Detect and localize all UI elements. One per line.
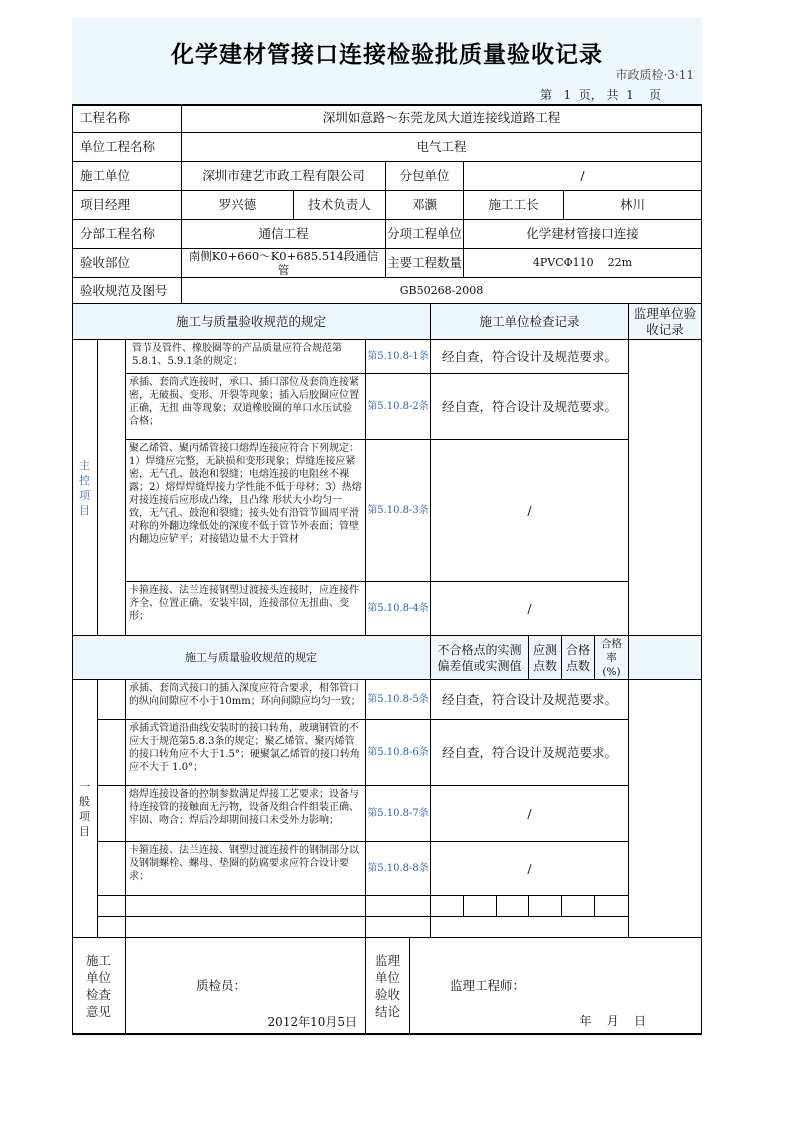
empty-text-2 bbox=[126, 917, 366, 938]
general-item-1-text: 承插、套筒式接口的插入深度应符合要求，相邻管口的纵向间隙应不小于10mm；环向间隙应均匀一致； bbox=[126, 680, 366, 720]
unit-project-value: 电气工程 bbox=[182, 133, 702, 162]
main-item-1-text: 管节及管件、橡胶圈等的产品质量应符合规范第5.8.1、5.9.1条的规定； bbox=[126, 340, 366, 374]
main-spec-header: 施工与质量验收规范的规定 bbox=[72, 304, 431, 340]
subcontractor-label: 分包单位 bbox=[386, 162, 464, 191]
quantity-label: 主要工程数量 bbox=[386, 249, 464, 278]
main-supervisor-record bbox=[629, 340, 702, 636]
location-value: 南侧K0+660～K0+685.514段通信管 bbox=[182, 249, 386, 278]
empty-index-1 bbox=[98, 896, 126, 917]
unit-project-label: 单位工程名称 bbox=[72, 133, 182, 162]
inspector-label: 质检员： bbox=[126, 938, 366, 1034]
empty-cell-f bbox=[595, 896, 629, 917]
general-spec-header: 施工与质量验收规范的规定 bbox=[72, 636, 431, 680]
project-name-value: 深圳如意路～东莞龙凤大道连接线道路工程 bbox=[182, 104, 702, 133]
main-item-2-result: 经自查，符合设计及规范要求。 bbox=[431, 374, 629, 440]
tech-label: 技术负责人 bbox=[294, 191, 386, 220]
general-item-3-ref: 第5.10.8-7条 bbox=[366, 786, 431, 842]
general-item-4-result: / bbox=[431, 842, 629, 896]
page-info: 第 1 页， 共 1 页 bbox=[540, 88, 662, 102]
general-supervisor-record bbox=[629, 680, 702, 938]
quantity-value: 4PVCΦ110 22m bbox=[464, 249, 702, 278]
main-check-header: 施工单位检查记录 bbox=[431, 304, 629, 340]
subcontractor-value: / bbox=[464, 162, 702, 191]
main-index-column bbox=[98, 340, 126, 636]
empty-cell-b bbox=[464, 896, 497, 917]
contractor-opinion-label: 施工单位检查意见 bbox=[72, 938, 126, 1034]
contractor-value: 深圳市建艺市政工程有限公司 bbox=[182, 162, 386, 191]
foreman-value: 林川 bbox=[564, 191, 702, 220]
main-group-label: 主控项目 bbox=[72, 340, 98, 636]
main-item-2-ref: 第5.10.8-2条 bbox=[366, 374, 431, 440]
empty-ref-2 bbox=[366, 917, 431, 938]
division-label: 分部工程名称 bbox=[72, 220, 182, 249]
empty-cell-c bbox=[497, 896, 529, 917]
supervisor-date: 年 月 日 bbox=[410, 938, 702, 1034]
general-item-3-text: 熔焊连接设备的控制参数满足焊接工艺要求；设备与待连接管的接触面无污物，设备及组合件组装正确、牢固、吻合；焊后冷却期间接口未受外力影响； bbox=[126, 786, 366, 842]
empty-cell-a bbox=[431, 896, 464, 917]
general-item-3-result: / bbox=[431, 786, 629, 842]
standard-value: GB50268-2008 bbox=[182, 278, 702, 304]
general-item-2-result: 经自查，符合设计及规范要求。 bbox=[431, 720, 629, 786]
tech-value: 邓灏 bbox=[386, 191, 464, 220]
foreman-label: 施工工长 bbox=[464, 191, 564, 220]
empty-index-2 bbox=[98, 917, 126, 938]
location-label: 验收部位 bbox=[72, 249, 182, 278]
general-index-2 bbox=[98, 720, 126, 786]
standard-label: 验收规范及图号 bbox=[72, 278, 182, 304]
main-item-1-result: 经自查，符合设计及规范要求。 bbox=[431, 340, 629, 374]
main-item-4-result: / bbox=[431, 582, 629, 636]
general-index-4 bbox=[98, 842, 126, 896]
general-item-1-result: 经自查，符合设计及规范要求。 bbox=[431, 680, 629, 720]
empty-text-1 bbox=[126, 896, 366, 917]
subitem-label: 分项工程单位 bbox=[386, 220, 464, 249]
main-item-3-result: / bbox=[431, 440, 629, 582]
main-item-4-text: 卡箍连接、法兰连接钢塑过渡接头连接时，应连接件齐全、位置正确、安装牢固，连接部位无扭曲、变形； bbox=[126, 582, 366, 636]
record-table bbox=[72, 104, 702, 1034]
project-name-label: 工程名称 bbox=[72, 104, 182, 133]
main-item-4-ref: 第5.10.8-4条 bbox=[366, 582, 431, 636]
main-item-2-text: 承插、套筒式连接时，承口、插口部位及套筒连接紧密，无破损、变形、开裂等现象；插入后胶圈应位置正确，无扭 曲等现象；双道橡胶圈的单口水压试验合格； bbox=[126, 374, 366, 440]
contractor-date: 2012年10月5日 bbox=[126, 938, 366, 1034]
general-item-2-text: 承插式管道沿曲线安装时的接口转角，玻璃钢管的不应大于规范第5.8.3条的规定；聚乙烯管、聚丙烯管的接口转角应不大于1.5°；硬聚氯乙烯管的接口转角应不大于 1.0°； bbox=[126, 720, 366, 786]
main-item-3-text: 聚乙烯管、聚丙烯管接口熔焊连接应符合下列规定：1）焊缝应完整，无缺损和变形现象；焊缝连接应紧密，无气孔、鼓泡和裂缝；电熔连接的电阻丝不裸露；2）熔焊焊缝焊接力学性能不低于母材；3）热熔对接连接后应形成凸缘，且凸缘 形状大小均匀一致，无气孔、鼓泡和裂缝；接头处有沿管节圆周平滑对称的外翻边缘低处的深度不低于管节外表面；管壁内翻边应铲平；对接错边量不大于管材 bbox=[126, 440, 366, 582]
supervisor-opinion-label: 监理单位验收结论 bbox=[366, 938, 410, 1034]
engineer-label: 监理工程师： bbox=[410, 938, 702, 1034]
general-deviation-header: 不合格点的实测偏差值或实测值 bbox=[431, 636, 529, 680]
general-item-1-ref: 第5.10.8-5条 bbox=[366, 680, 431, 720]
general-index-1 bbox=[98, 680, 126, 720]
general-item-4-ref: 第5.10.8-8条 bbox=[366, 842, 431, 896]
pm-label: 项目经理 bbox=[72, 191, 182, 220]
general-group-label: 一般项目 bbox=[72, 680, 98, 938]
page-title: 化学建材管接口连接检验批质量验收记录 bbox=[171, 42, 603, 68]
general-item-4-text: 卡箍连接、法兰连接、钢塑过渡连接件的钢制部分以及钢制螺栓、螺母、垫圈的防腐要求应符合设计要求； bbox=[126, 842, 366, 896]
main-supervisor-header: 监理单位验收记录 bbox=[629, 304, 702, 340]
empty-result-2 bbox=[431, 917, 629, 938]
pm-value: 罗兴德 bbox=[182, 191, 294, 220]
main-item-3-ref: 第5.10.8-3条 bbox=[366, 440, 431, 582]
general-item-2-ref: 第5.10.8-6条 bbox=[366, 720, 431, 786]
form-code: 市政质检·3·11 bbox=[615, 68, 694, 82]
empty-ref-1 bbox=[366, 896, 431, 917]
general-supervisor-header bbox=[629, 636, 702, 680]
empty-cell-d bbox=[529, 896, 562, 917]
subitem-value: 化学建材管接口连接 bbox=[464, 220, 702, 249]
general-passed-header: 合格点数 bbox=[562, 636, 595, 680]
general-index-3 bbox=[98, 786, 126, 842]
contractor-label: 施工单位 bbox=[72, 162, 182, 191]
general-measured-header: 应测点数 bbox=[529, 636, 562, 680]
general-rate-header: 合格率(%) bbox=[595, 636, 629, 680]
empty-cell-e bbox=[562, 896, 595, 917]
division-value: 通信工程 bbox=[182, 220, 386, 249]
main-item-1-ref: 第5.10.8-1条 bbox=[366, 340, 431, 374]
